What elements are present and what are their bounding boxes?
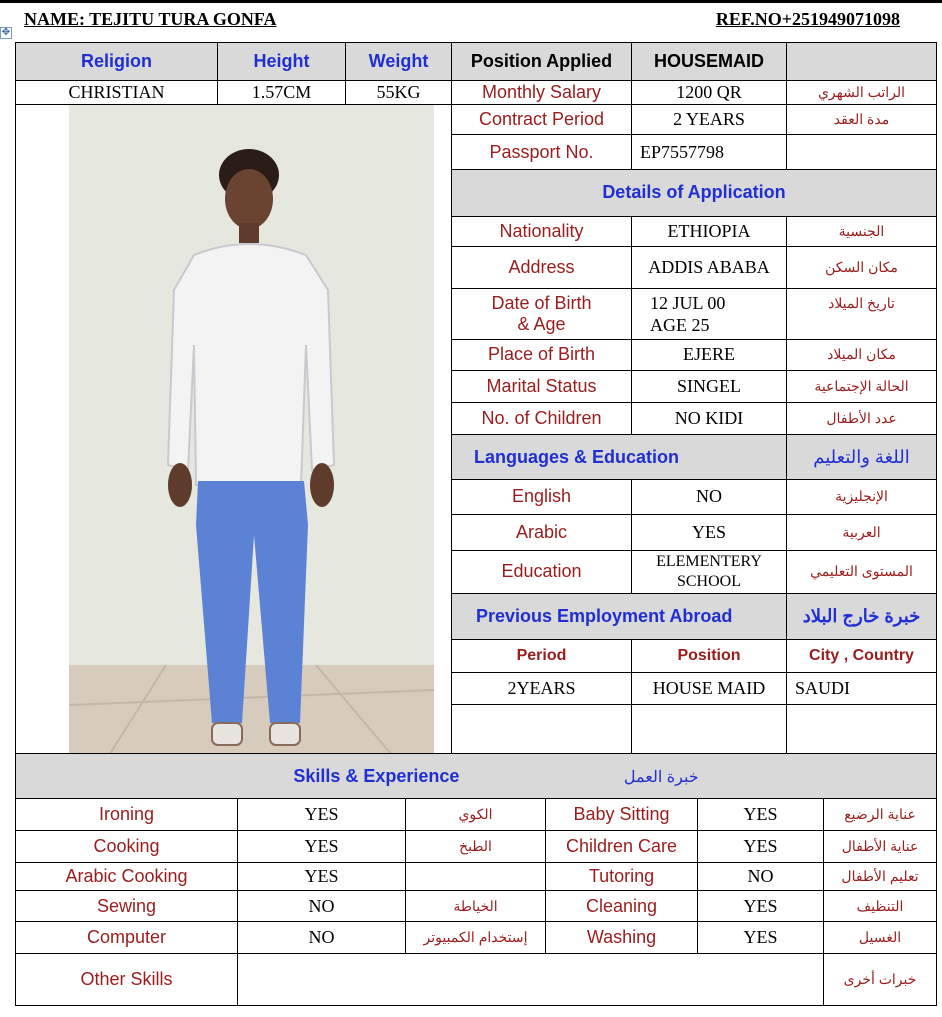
- marital-status-value: SINGEL: [632, 370, 787, 402]
- place-of-birth-ar: مكان الميلاد: [787, 340, 937, 370]
- position-applied-value: HOUSEMAID: [632, 43, 787, 81]
- candidate-photo: [16, 105, 452, 761]
- address-value: ADDIS ABABA: [632, 246, 787, 289]
- skill-baby-sitting-ar: عناية الرضيع: [824, 799, 937, 831]
- skill-ironing-value: YES: [238, 799, 406, 831]
- skills-table: [15, 753, 937, 1006]
- children-ar: عدد الأطفال: [787, 403, 937, 435]
- skill-sewing-value: NO: [238, 891, 406, 922]
- passport-value: EP7557798: [632, 135, 787, 169]
- arabic-label: Arabic: [452, 514, 632, 551]
- other-skills-label: Other Skills: [16, 954, 238, 1006]
- children-label: No. of Children: [452, 403, 632, 435]
- table-move-handle-icon[interactable]: ✥: [1, 27, 11, 38]
- skill-arabic-cooking-value: YES: [238, 863, 406, 891]
- city-country-header: City , Country: [787, 640, 937, 672]
- contract-period-value: 2 YEARS: [632, 105, 787, 135]
- skill-cooking-value: YES: [238, 831, 406, 863]
- skill-cleaning-label: Cleaning: [546, 891, 698, 922]
- marital-status-ar: الحالة الإجتماعية: [787, 370, 937, 402]
- dob-ar: تاريخ الميلاد: [787, 289, 937, 340]
- skill-ironing-ar: الكوي: [406, 799, 546, 831]
- skill-arabic-cooking-ar: [406, 863, 546, 891]
- languages-section-title-ar: اللغة والتعليم: [787, 435, 937, 480]
- contract-period-label: Contract Period: [452, 105, 632, 135]
- address-ar: مكان السكن: [787, 246, 937, 289]
- skills-section-title-row: [16, 754, 937, 799]
- marital-status-label: Marital Status: [452, 370, 632, 402]
- skill-sewing-label: Sewing: [16, 891, 238, 922]
- contract-period-ar: مدة العقد: [787, 105, 937, 135]
- weight-header: Weight: [346, 43, 452, 81]
- position-applied-label: Position Applied: [452, 43, 632, 81]
- skill-children-care-label: Children Care: [546, 831, 698, 863]
- english-value: NO: [632, 480, 787, 514]
- skill-washing-ar: الغسيل: [824, 922, 937, 954]
- skill-tutoring-value: NO: [698, 863, 824, 891]
- skill-arabic-cooking-label: Arabic Cooking: [16, 863, 238, 891]
- skill-baby-sitting-value: YES: [698, 799, 824, 831]
- height-value: 1.57CM: [218, 81, 346, 105]
- passport-label: Passport No.: [452, 135, 632, 169]
- other-skills-ar: خبرات أخرى: [824, 954, 937, 1006]
- place-of-birth-value: EJERE: [632, 340, 787, 370]
- application-table: [15, 42, 937, 761]
- nationality-ar: الجنسية: [787, 216, 937, 246]
- form-header: [0, 0, 942, 36]
- nationality-value: ETHIOPIA: [632, 216, 787, 246]
- education-value: ELEMENTERY SCHOOL: [632, 551, 787, 594]
- skill-cleaning-ar: التنظيف: [824, 891, 937, 922]
- prev-period-value: 2YEARS: [452, 672, 632, 704]
- details-section-title: Details of Application: [452, 169, 937, 216]
- skill-computer-ar: إستخدام الكمبيوتر: [406, 922, 546, 954]
- arabic-ar: العربية: [787, 514, 937, 551]
- address-label: Address: [452, 246, 632, 289]
- languages-section-title: Languages & Education: [452, 435, 787, 480]
- previous-employment-title: Previous Employment Abroad: [452, 593, 787, 640]
- monthly-salary-label: Monthly Salary: [452, 81, 632, 105]
- skill-computer-value: NO: [238, 922, 406, 954]
- skills-section-title-ar: خبرة العمل: [623, 768, 699, 786]
- english-label: English: [452, 480, 632, 514]
- monthly-salary-ar: الراتب الشهري: [787, 81, 937, 105]
- passport-empty: [787, 135, 937, 169]
- education-label: Education: [452, 551, 632, 594]
- skill-tutoring-label: Tutoring: [546, 863, 698, 891]
- position-applied-empty: [787, 43, 937, 81]
- arabic-value: YES: [632, 514, 787, 551]
- place-of-birth-label: Place of Birth: [452, 340, 632, 370]
- skills-section-title: Skills & Experience: [293, 765, 460, 786]
- previous-employment-title-ar: خبرة خارج البلاد: [787, 593, 937, 640]
- weight-value: 55KG: [346, 81, 452, 105]
- skill-baby-sitting-label: Baby Sitting: [546, 799, 698, 831]
- nationality-label: Nationality: [452, 216, 632, 246]
- education-ar: المستوى التعليمي: [787, 551, 937, 594]
- candidate-photo-image: [16, 105, 452, 760]
- children-value: NO KIDI: [632, 403, 787, 435]
- skill-ironing-label: Ironing: [16, 799, 238, 831]
- skill-cooking-label: Cooking: [16, 831, 238, 863]
- monthly-salary-value: 1200 QR: [632, 81, 787, 105]
- skill-washing-value: YES: [698, 922, 824, 954]
- skill-washing-label: Washing: [546, 922, 698, 954]
- skill-cooking-ar: الطبخ: [406, 831, 546, 863]
- other-skills-value: [238, 954, 824, 1006]
- dob-age-value: 12 JUL 00 AGE 25: [632, 289, 787, 340]
- religion-value: CHRISTIAN: [16, 81, 218, 105]
- skill-children-care-ar: عناية الأطفال: [824, 831, 937, 863]
- skill-cleaning-value: YES: [698, 891, 824, 922]
- candidate-name: NAME: TEJITU TURA GONFA: [24, 9, 277, 29]
- period-header: Period: [452, 640, 632, 672]
- skill-sewing-ar: الخياطة: [406, 891, 546, 922]
- height-header: Height: [218, 43, 346, 81]
- skill-children-care-value: YES: [698, 831, 824, 863]
- prev-country-value: SAUDI: [787, 672, 937, 704]
- prev-position-value: HOUSE MAID: [632, 672, 787, 704]
- position-header: Position: [632, 640, 787, 672]
- religion-header: Religion: [16, 43, 218, 81]
- english-ar: الإنجليزية: [787, 480, 937, 514]
- dob-age-label: Date of Birth & Age: [452, 289, 632, 340]
- skill-computer-label: Computer: [16, 922, 238, 954]
- reference-number: REF.NO+251949071098: [715, 9, 900, 29]
- skill-tutoring-ar: تعليم الأطفال: [824, 863, 937, 891]
